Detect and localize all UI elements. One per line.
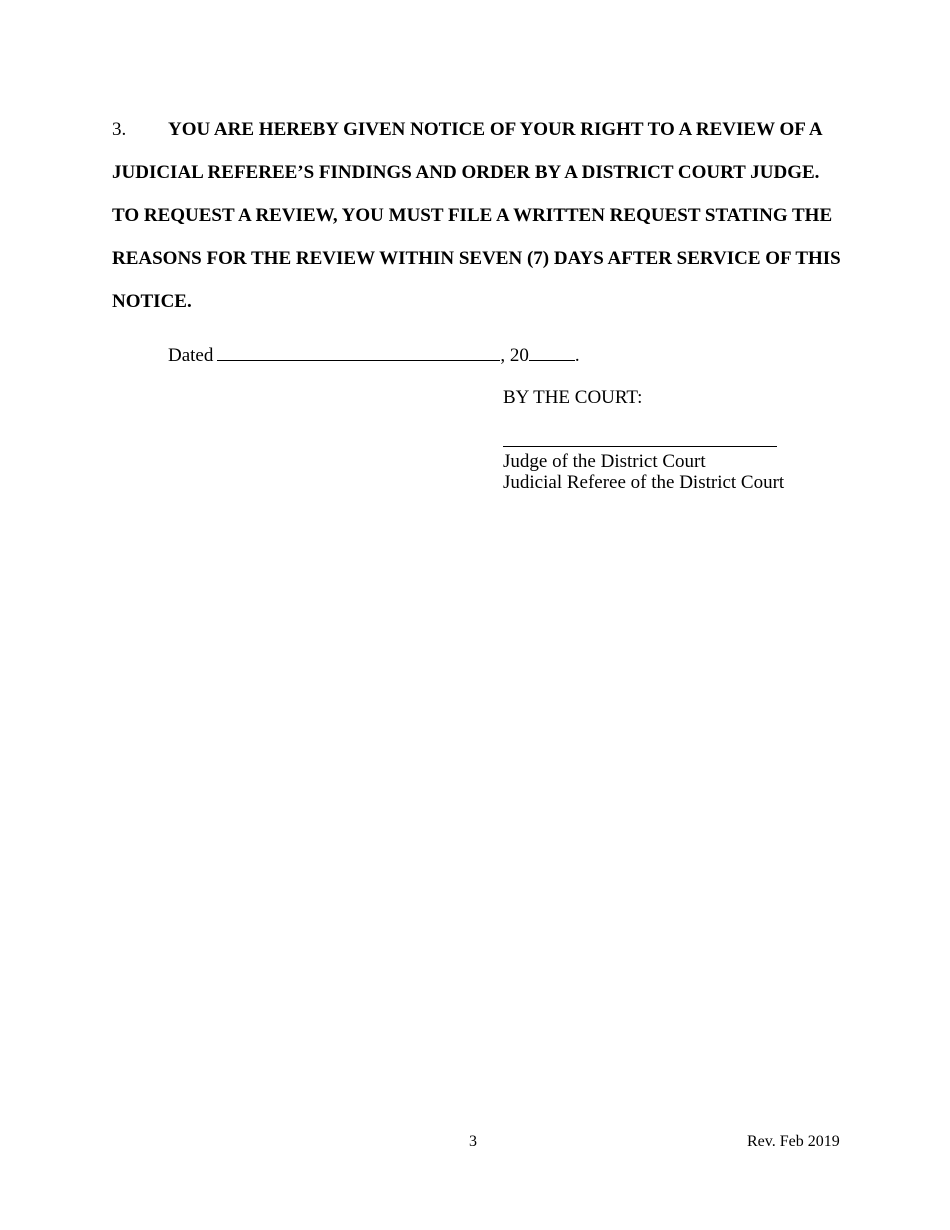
- signature-line[interactable]: [503, 446, 777, 447]
- dated-line: [168, 341, 580, 370]
- page-number: 3: [469, 1133, 477, 1150]
- date-blank-field[interactable]: [217, 341, 500, 361]
- judge-title: Judge of the District Court: [503, 451, 706, 472]
- paragraph-number: 3.: [112, 119, 127, 140]
- review-notice-paragraph: [112, 108, 842, 323]
- date-terminator: .: [574, 345, 580, 366]
- signature-titles: [503, 451, 784, 493]
- year-prefix: , 20: [500, 345, 529, 366]
- year-blank-field[interactable]: [529, 341, 575, 361]
- referee-title: Judicial Referee of the District Court: [503, 472, 785, 493]
- by-the-court-label: BY THE COURT:: [503, 387, 643, 408]
- review-notice-text: YOU ARE HEREBY GIVEN NOTICE OF YOUR RIGHT TO A REVIEW OF A JUDICIAL REFEREE’S FINDINGS AND ORDER BY A DISTRICT COURT JUDGE. TO REQUEST A REVIEW, YOU MUST FILE A WRITTEN REQUEST STATING THE REASONS FOR THE REVIEW WITHIN SEVEN (7) DAYS AFTER SERVICE OF THIS NOTICE.: [112, 119, 841, 312]
- dated-label: Dated: [168, 345, 214, 366]
- revision-label: Rev. Feb 2019: [747, 1133, 840, 1150]
